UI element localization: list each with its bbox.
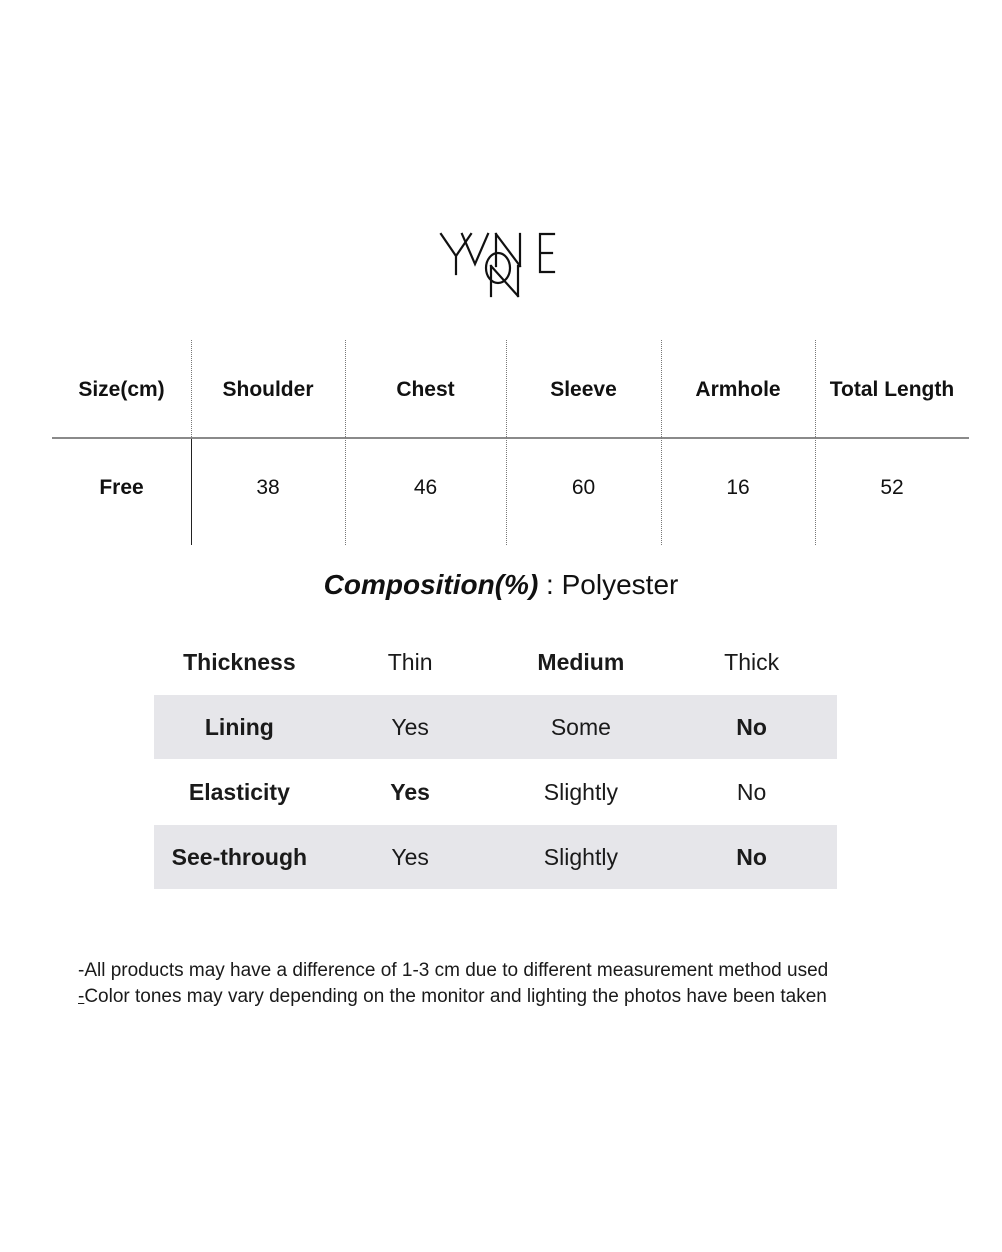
composition-separator: : — [538, 569, 562, 600]
attribute-option: Yes — [391, 713, 429, 740]
table-row — [52, 439, 969, 545]
attribute-option: No — [736, 778, 767, 805]
attribute-option: Thin — [387, 648, 433, 675]
header-total-length: Total Length — [829, 378, 955, 401]
attribute-option-selected: No — [736, 713, 767, 740]
note-color-text: Color tones may vary depending on the monitor and lighting the photos have been taken — [84, 986, 827, 1007]
attribute-option-selected: Yes — [390, 778, 430, 805]
header-armhole: Armhole — [695, 378, 781, 401]
attribute-label: Lining — [204, 713, 274, 740]
attribute-option: Some — [550, 713, 611, 740]
column-divider — [506, 340, 507, 545]
header-shoulder: Shoulder — [222, 378, 314, 401]
attribute-option-selected: Medium — [537, 648, 625, 675]
sleeve-value: 60 — [571, 476, 596, 499]
brand-logo-mark — [436, 224, 560, 304]
note-measurement: -All products may have a difference of 1-3 cm due to different measurement method used — [78, 960, 829, 981]
attribute-label: Thickness — [183, 648, 296, 675]
header-chest: Chest — [396, 378, 455, 401]
size-table — [52, 340, 969, 545]
total-length-value: 52 — [880, 476, 904, 499]
attribute-option: Thick — [724, 648, 780, 675]
brand-logo — [436, 224, 560, 304]
attribute-label: See-through — [171, 843, 308, 870]
fabric-attributes-table — [154, 630, 837, 890]
disclaimer-notes — [78, 958, 968, 1010]
attribute-row-lining — [154, 695, 837, 759]
note-color — [78, 984, 968, 1010]
attribute-option: Slightly — [543, 778, 618, 805]
size-free-label: Free — [99, 476, 144, 499]
armhole-value: 16 — [726, 476, 750, 499]
header-size: Size(cm) — [78, 378, 165, 401]
size-table-header — [52, 340, 969, 438]
column-divider — [661, 340, 662, 545]
attribute-option-selected: No — [736, 843, 767, 870]
attribute-row-thickness — [154, 630, 837, 694]
attribute-row-see-through — [154, 825, 837, 889]
shoulder-value: 38 — [256, 476, 280, 499]
attribute-option: Yes — [391, 843, 429, 870]
attribute-option: Slightly — [543, 843, 618, 870]
column-divider — [345, 340, 346, 545]
header-sleeve: Sleeve — [550, 378, 617, 401]
composition-line — [0, 569, 1002, 601]
row-label-divider — [191, 439, 192, 545]
composition-label: Composition(%) — [323, 569, 539, 600]
attribute-row-elasticity — [154, 760, 837, 824]
chest-value: 46 — [413, 476, 438, 499]
note-color-dash: - — [78, 986, 85, 1007]
attribute-label: Elasticity — [188, 778, 290, 805]
composition-value: Polyester — [561, 569, 679, 600]
column-divider — [815, 340, 816, 545]
